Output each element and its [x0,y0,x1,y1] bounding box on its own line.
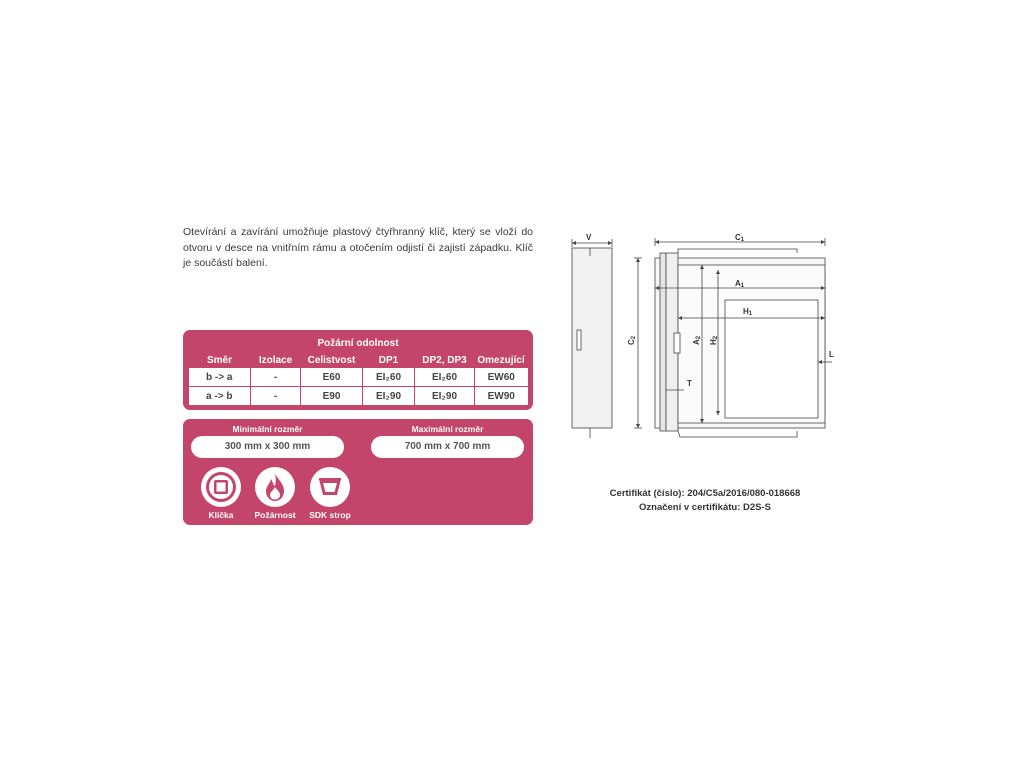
table-row [189,368,528,387]
header-insulation: Izolace [258,354,293,366]
table-cell: EI₂90 [415,387,475,406]
table-cell: EI₂90 [363,387,415,406]
dimensions-panel [183,419,533,525]
key-icon-label: Klička [208,510,234,520]
fire-resistance-title: Požární odolnost [317,338,399,349]
label-v: V [586,233,592,242]
fire-icon [255,467,295,507]
label-h2: H2 [709,335,719,345]
ceiling-icon [310,467,350,507]
frame-top-lip [678,249,797,253]
table-cell: EI₂60 [363,368,415,387]
table-cell: a -> b [189,387,251,406]
label-a1: A1 [735,279,745,289]
table-header-row [189,352,528,368]
front-latch [674,333,680,353]
label-l: L [829,350,834,359]
label-a2: A2 [692,335,702,345]
ceiling-icon-label: SDK strop [309,510,351,520]
header-limiting: Omezující [477,354,525,366]
header-dp2-dp3: DP2, DP3 [422,354,467,366]
certificate-designation: Označení v certifikátu: D2S-S [639,502,771,513]
label-c2: C2 [627,335,637,345]
table-cell: EI₂60 [415,368,475,387]
description-text: Otevírání a zavírání umožňuje plastový čtyřhranný klíč, který se vloží do otvoru v desce na vnitřním rámu a otočením odjistí či zajistí západku. Klíč je součástí balení. [183,226,533,269]
label-c1: C1 [735,233,745,243]
max-size-value: 700 mm x 700 mm [371,436,524,458]
table-row [189,387,528,406]
min-size-value: 300 mm x 300 mm [191,436,344,458]
table-cell: EW60 [475,368,528,387]
min-size-label: Minimální rozměr [232,424,303,434]
table-cell: - [251,387,301,406]
key-icon [201,467,241,507]
header-dp1: DP1 [378,354,399,366]
label-t: T [687,379,692,388]
frame-bottom-lip [678,431,797,437]
header-integrity: Celistvost [307,354,356,366]
table-cell: - [251,368,301,387]
fire-resistance-table [189,352,528,405]
certificate-number: Certifikát (číslo): 204/C5a/2016/080-018668 [609,488,801,499]
fire-resistance-panel [183,330,533,410]
table-cell: EW90 [475,387,528,406]
table-cell: E60 [301,368,363,387]
table-cell: E90 [301,387,363,406]
profile-latch [577,330,581,350]
technical-drawing [560,225,850,450]
label-h1: H1 [743,307,753,317]
header-direction: Směr [206,354,232,366]
max-size-label: Maximální rozměr [411,424,484,434]
table-cell: b -> a [189,368,251,387]
fire-icon-label: Požárnost [254,510,296,520]
frame-left-edge [660,253,666,431]
